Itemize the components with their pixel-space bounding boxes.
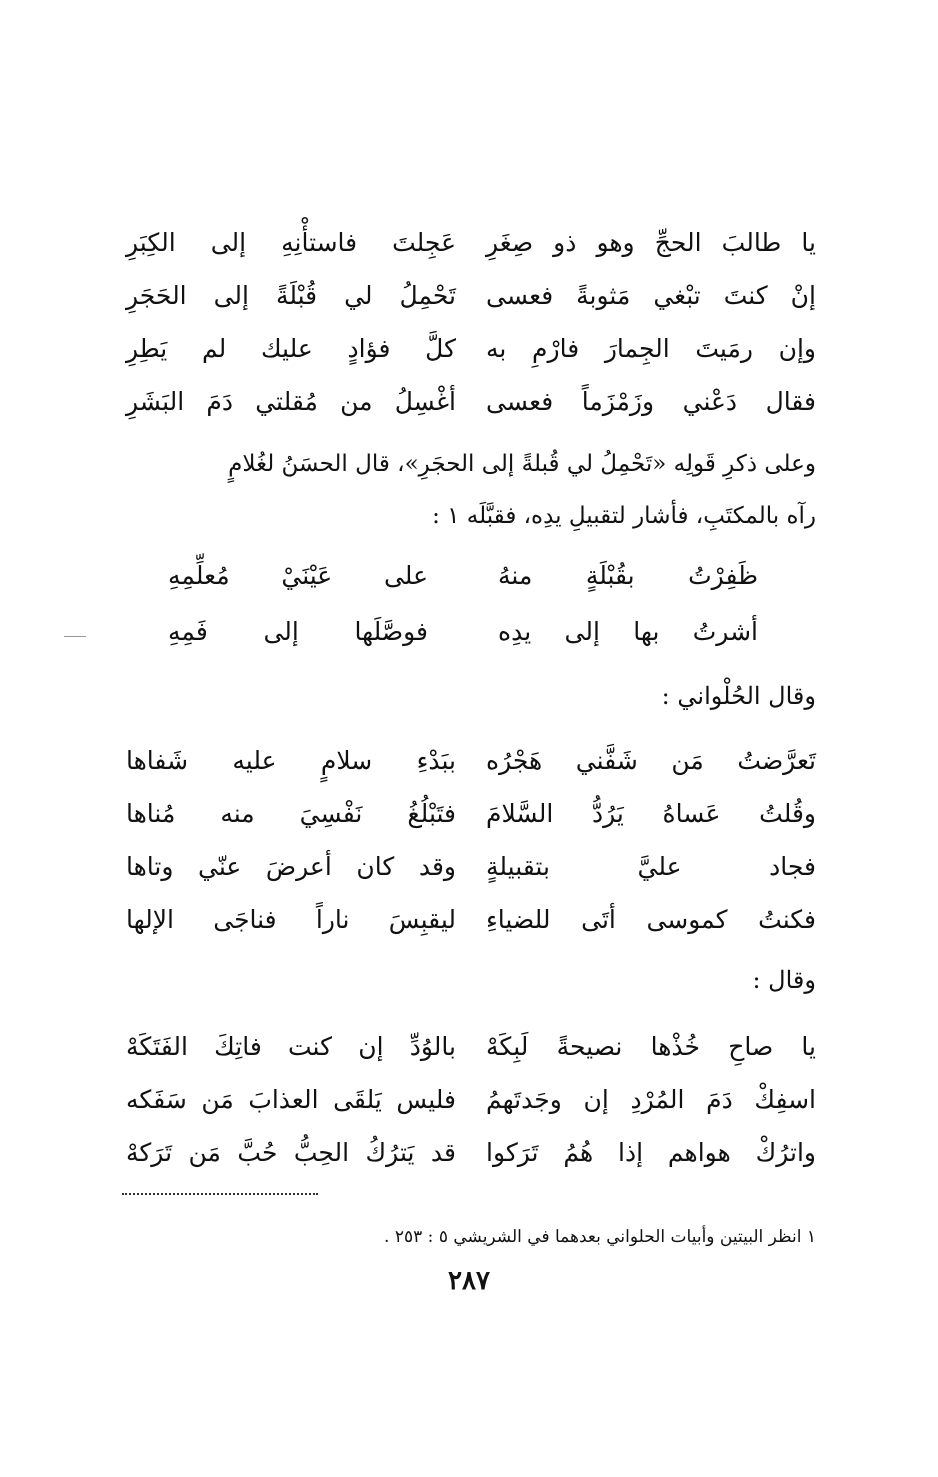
first-hemistich: وإن رمَيتَ الجِمارَ فارْمِ به [486, 334, 816, 363]
section-intro: وقال الحُلْواني : [661, 682, 816, 710]
first-hemistich: أشرتُ بها إلى يدِه [498, 617, 758, 646]
verse [126, 1073, 816, 1126]
verse [126, 840, 816, 893]
poem-3 [126, 734, 816, 946]
prose-line: رآه بالمكتَبِ، فأشار لتقبيلِ يدِه، فقبَّلَه ١ : [432, 503, 816, 529]
verse [126, 375, 816, 428]
page-number: ٢٨٧ [448, 1266, 490, 1296]
poem-1 [126, 216, 816, 428]
first-hemistich: واترُكْ هواهم إذا هُمُ تَرَكوا [486, 1138, 816, 1167]
second-hemistich: قد يَترُكُ الحِبُّ حُبَّ مَن تَرَكهْ [126, 1138, 456, 1167]
prose-line: وعلى ذكرِ قَولِه «تَحْمِلُ لي قُبلةً إلى الحجَرِ»، قال الحسَنُ لغُلامٍ [228, 451, 816, 477]
verse [126, 1126, 816, 1179]
poem-2 [168, 548, 758, 660]
poem-4 [126, 1020, 816, 1179]
second-hemistich: فليس يَلقَى العذابَ مَن سَفَكه [126, 1085, 456, 1114]
second-hemistich: فتَبْلُغُ نَفْسِيَ منه مُناها [126, 799, 456, 828]
first-hemistich: فكنتُ كموسى أتَى للضياءِ [486, 905, 816, 934]
second-hemistich: وقد كان أعرضَ عنّي وتاها [126, 852, 456, 881]
first-hemistich: إنْ كنتَ تبْغي مَثوبةً فعسى [486, 281, 816, 310]
footnote-separator [122, 1193, 318, 1195]
verse [126, 269, 816, 322]
verse [126, 216, 816, 269]
prose-paragraph [126, 438, 816, 542]
verse [168, 604, 758, 660]
section-intro: وقال : [752, 966, 816, 994]
verse [126, 893, 816, 946]
first-hemistich: فقال دَعْني وزَمْزَماً فعسى [486, 387, 816, 416]
verse [126, 734, 816, 787]
first-hemistich: وقُلتُ عَساهُ يَرُدُّ السَّلامَ [486, 799, 816, 828]
first-hemistich: ظَفِرْتُ بقُبْلَةٍ منهُ [498, 561, 758, 590]
second-hemistich: فوصَّلَها إلى فَمِهِ [168, 617, 428, 646]
second-hemistich: عَجِلتَ فاستأْنِهِ إلى الكِبَرِ [126, 228, 456, 257]
first-hemistich: يا طالبَ الحجِّ وهو ذو صِغَرِ [486, 228, 816, 257]
margin-mark [64, 636, 86, 637]
second-hemistich: أغْسِلُ من مُقلتي دَمَ البَشَرِ [126, 387, 456, 416]
first-hemistich: يا صاحِ خُذْها نصيحةً لَبِكَهْ [486, 1032, 816, 1061]
verse [126, 787, 816, 840]
second-hemistich: على عَيْنَيْ مُعلِّمِهِ [168, 561, 428, 590]
second-hemistich: تَحْمِلُ لي قُبْلَةً إلى الحَجَرِ [126, 281, 456, 310]
second-hemistich: ببَدْءِ سلامٍ عليه شَفاها [126, 746, 456, 775]
verse [126, 1020, 816, 1073]
footnote: ١ انظر البيتين وأبيات الحلواني بعدهما في الشريشي ٥ : ٢٥٣ . [384, 1227, 816, 1247]
first-hemistich: فجاد عليَّ بتقبيلةٍ [486, 852, 816, 881]
first-hemistich: تَعرَّضتُ مَن شَفَّني هَجْرُه [486, 746, 816, 775]
verse [126, 322, 816, 375]
second-hemistich: ليقبِسَ ناراً فناجَى الإلها [126, 905, 456, 934]
verse [168, 548, 758, 604]
second-hemistich: كلَّ فؤادٍ عليك لم يَطِرِ [126, 334, 456, 363]
first-hemistich: اسفِكْ دَمَ المُرْدِ إن وجَدتَهمُ [486, 1085, 816, 1114]
second-hemistich: بالوُدِّ إن كنت فاتِكَ الفَتَكَهْ [126, 1032, 456, 1061]
